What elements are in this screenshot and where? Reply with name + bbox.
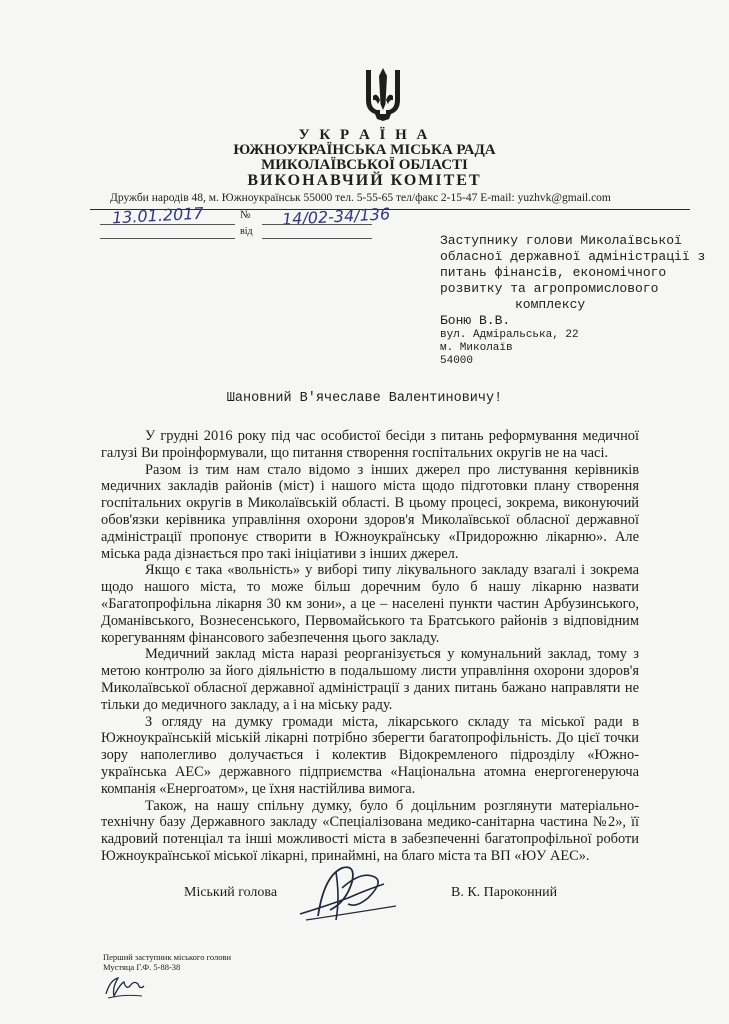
from-label: від xyxy=(240,226,253,237)
addressee-line: Заступнику голови Миколаївської xyxy=(440,233,682,248)
addressee-line: питань фінансів, економічного xyxy=(440,265,667,280)
handwritten-signature-icon xyxy=(296,858,406,928)
footer-person: Мустяца Г.Ф. 5-88-38 xyxy=(103,962,181,972)
signatory-name: В. К. Пароконний xyxy=(451,885,558,900)
addressee-postcode: 54000 xyxy=(440,355,474,367)
header-council: ЮЖНОУКРАЇНСЬКА МІСЬКА РАДА xyxy=(233,142,496,158)
footer-position: Перший заступник міського голови xyxy=(103,952,232,962)
body-paragraph: Якщо є така «вольність» у виборі типу лікувального закладу взагалі і зокрема щодо нашого міста, то може більш доречним було б нашу лікарню назвати «Багатопрофільна лікарня 30 км зони», а це – населені пункти частин Арбузинського, Доманівського, Вознесенського, Первомайського та Братського районів з відповідним корегуванням фінансового забезпечення цього закладу. xyxy=(101,562,639,646)
addressee-street: вул. Адміральська, 22 xyxy=(440,329,579,341)
addressee-city: м. Миколаїв xyxy=(440,342,513,354)
signatory-title: Міський голова xyxy=(184,885,278,900)
letter-date: 13.01.2017 xyxy=(111,203,205,228)
body-paragraph: З огляду на думку громади міста, лікарського складу та міської ради в Южноукраїнській міській лікарні потрібно зберегти багатопрофільність. До цієї точки зору наполегливо долучається і колектив Відокремленого підрозділу «Южно-українська АЕС» державного підприємства «Національна атомна енергогенеруюча компанія «Енергоатом», це їхня настійлива вимога. xyxy=(101,713,639,797)
header-country: У К Р А Ї Н А xyxy=(298,127,431,143)
salutation: Шановний В'ячеславе Валентиновичу! xyxy=(226,391,503,406)
header-oblast: МИКОЛАЇВСЬКОЇ ОБЛАСТІ xyxy=(261,157,468,173)
header-exec-committee: ВИКОНАВЧИЙ КОМІТЕТ xyxy=(247,172,482,189)
date-underline xyxy=(100,224,235,225)
footer-contact xyxy=(103,952,231,972)
letter-body xyxy=(101,428,639,865)
addressee-block xyxy=(440,233,710,368)
body-paragraph: Також, на нашу спільну думку, було б доцільним розглянути матеріально-технічну базу Державного закладу «Спеціалізована медико-санітарна частина №2», її кадровий потенціал та інші можливості міста в забезпеченні багатопрофільної роботи Южноукраїнської міської лікарні, принаймні, на благо міста та ВП «ЮУ АЕС». xyxy=(101,797,639,864)
addressee-name: Боню В.В. xyxy=(440,313,511,328)
number-label: № xyxy=(240,209,251,221)
addressee-line: комплексу xyxy=(515,297,586,312)
from-underline-left xyxy=(100,238,235,239)
initials-handwritten-icon xyxy=(104,974,146,1000)
from-underline-right xyxy=(262,238,372,239)
body-paragraph: Медичний заклад міста наразі реорганізується у комунальний заклад, тому з метою контролю за його діяльністю в подальшому листи управління охорони здоров'я Миколаївської обласної державної адміністрації з даних питань бажано направляти не тільки до медичного закладу, а і на міську раду. xyxy=(101,646,639,713)
letter-number: 14/02-34/136 xyxy=(281,204,391,229)
trident-emblem-icon xyxy=(363,66,403,122)
body-paragraph: Разом із тим нам стало відомо з інших джерел про листування керівників медичних закладів районів (міст) і нашого міста щодо підготовки плану створення госпітальних округів в Миколаївській області. В цьому процесі, зокрема, виконуючий обов'язки керівника управління охорони здоров'я Миколаївської обласної державної адміністрації пропонує створити в Южноукраїнську «Придорожню лікарню». Але міська рада дізнається про такі ініціативи з інших джерел. xyxy=(101,461,639,562)
addressee-line: обласної державної адміністрації з xyxy=(440,249,706,264)
addressee-line: розвитку та агропромислового xyxy=(440,281,659,296)
number-underline xyxy=(262,224,372,225)
header-contacts: Дружби народів 48, м. Южноукраїнськ 55000 тел. 5-55-65 тел/факс 2-15-47 E-mail: yuzhvk@gmail.com xyxy=(110,192,611,204)
body-paragraph: У грудні 2016 року під час особистої бесіди з питань реформування медичної галузі Ви проінформували, що питання створення госпітальних округів не на часі. xyxy=(101,428,639,461)
